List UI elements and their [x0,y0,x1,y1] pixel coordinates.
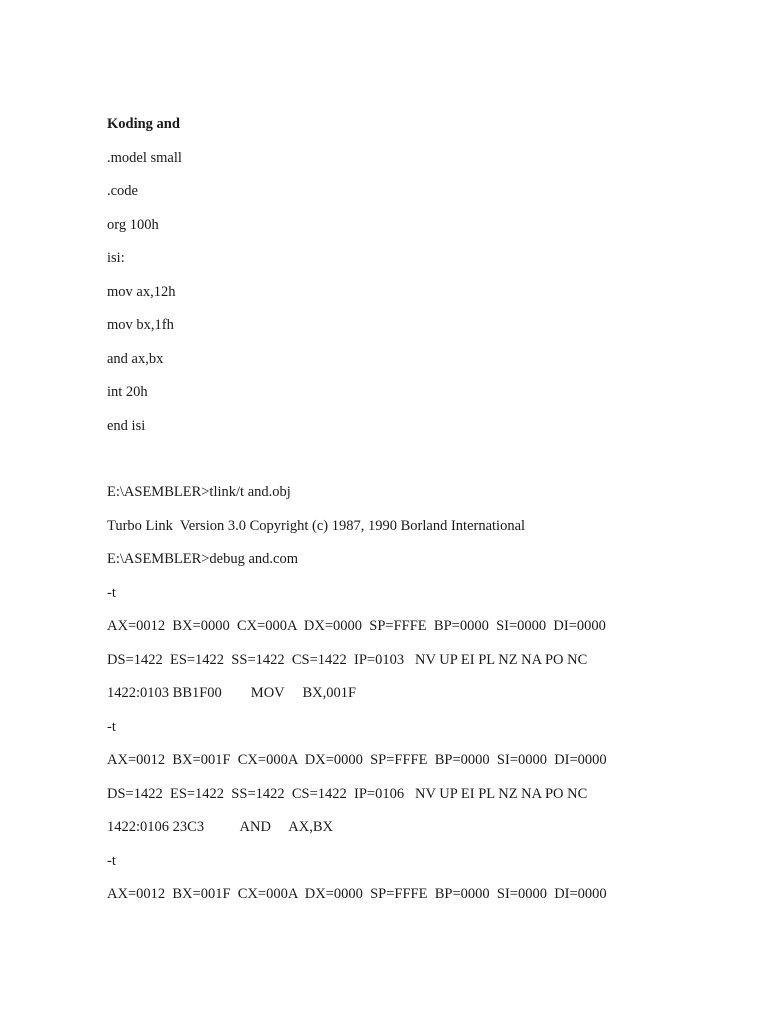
session-line: 1422:0106 23C3 AND AX,BX [107,819,333,835]
code-line: mov ax,12h [107,283,176,300]
code-line: int 20h [107,384,148,400]
session-line: 1422:0103 BB1F00 MOV BX,001F [107,685,357,701]
session-line: DS=1422 ES=1422 SS=1422 CS=1422 IP=0103 NV UP EI PL NZ NA PO NC [107,651,588,668]
session-line: E:\ASEMBLER>debug and.com [107,551,299,567]
session-line: AX=0012 BX=001F CX=000A DX=0000 SP=FFFE BP=0000 SI=0000 DI=0000 [107,752,607,768]
code-line: org 100h [107,216,159,233]
document-title: Koding and [107,116,180,132]
code-line: .code [107,183,138,199]
document-body [107,108,747,912]
code-line: mov bx,1fh [107,317,174,333]
session-line: Turbo Link Version 3.0 Copyright (c) 1987, 1990 Borland International [107,517,526,534]
session-line: -t [107,584,116,601]
session-line: AX=0012 BX=0000 CX=000A DX=0000 SP=FFFE BP=0000 SI=0000 DI=0000 [107,618,606,634]
code-line: isi: [107,250,125,266]
paragraph-spacer [107,443,747,476]
session-line: E:\ASEMBLER>tlink/t and.obj [107,484,291,500]
session-line: AX=0012 BX=001F CX=000A DX=0000 SP=FFFE BP=0000 SI=0000 DI=0000 [107,886,607,902]
code-line: end isi [107,417,146,434]
session-line: -t [107,718,116,735]
code-line: .model small [107,149,182,166]
code-line: and ax,bx [107,350,164,367]
session-line: DS=1422 ES=1422 SS=1422 CS=1422 IP=0106 NV UP EI PL NZ NA PO NC [107,785,588,802]
session-line: -t [107,852,116,869]
